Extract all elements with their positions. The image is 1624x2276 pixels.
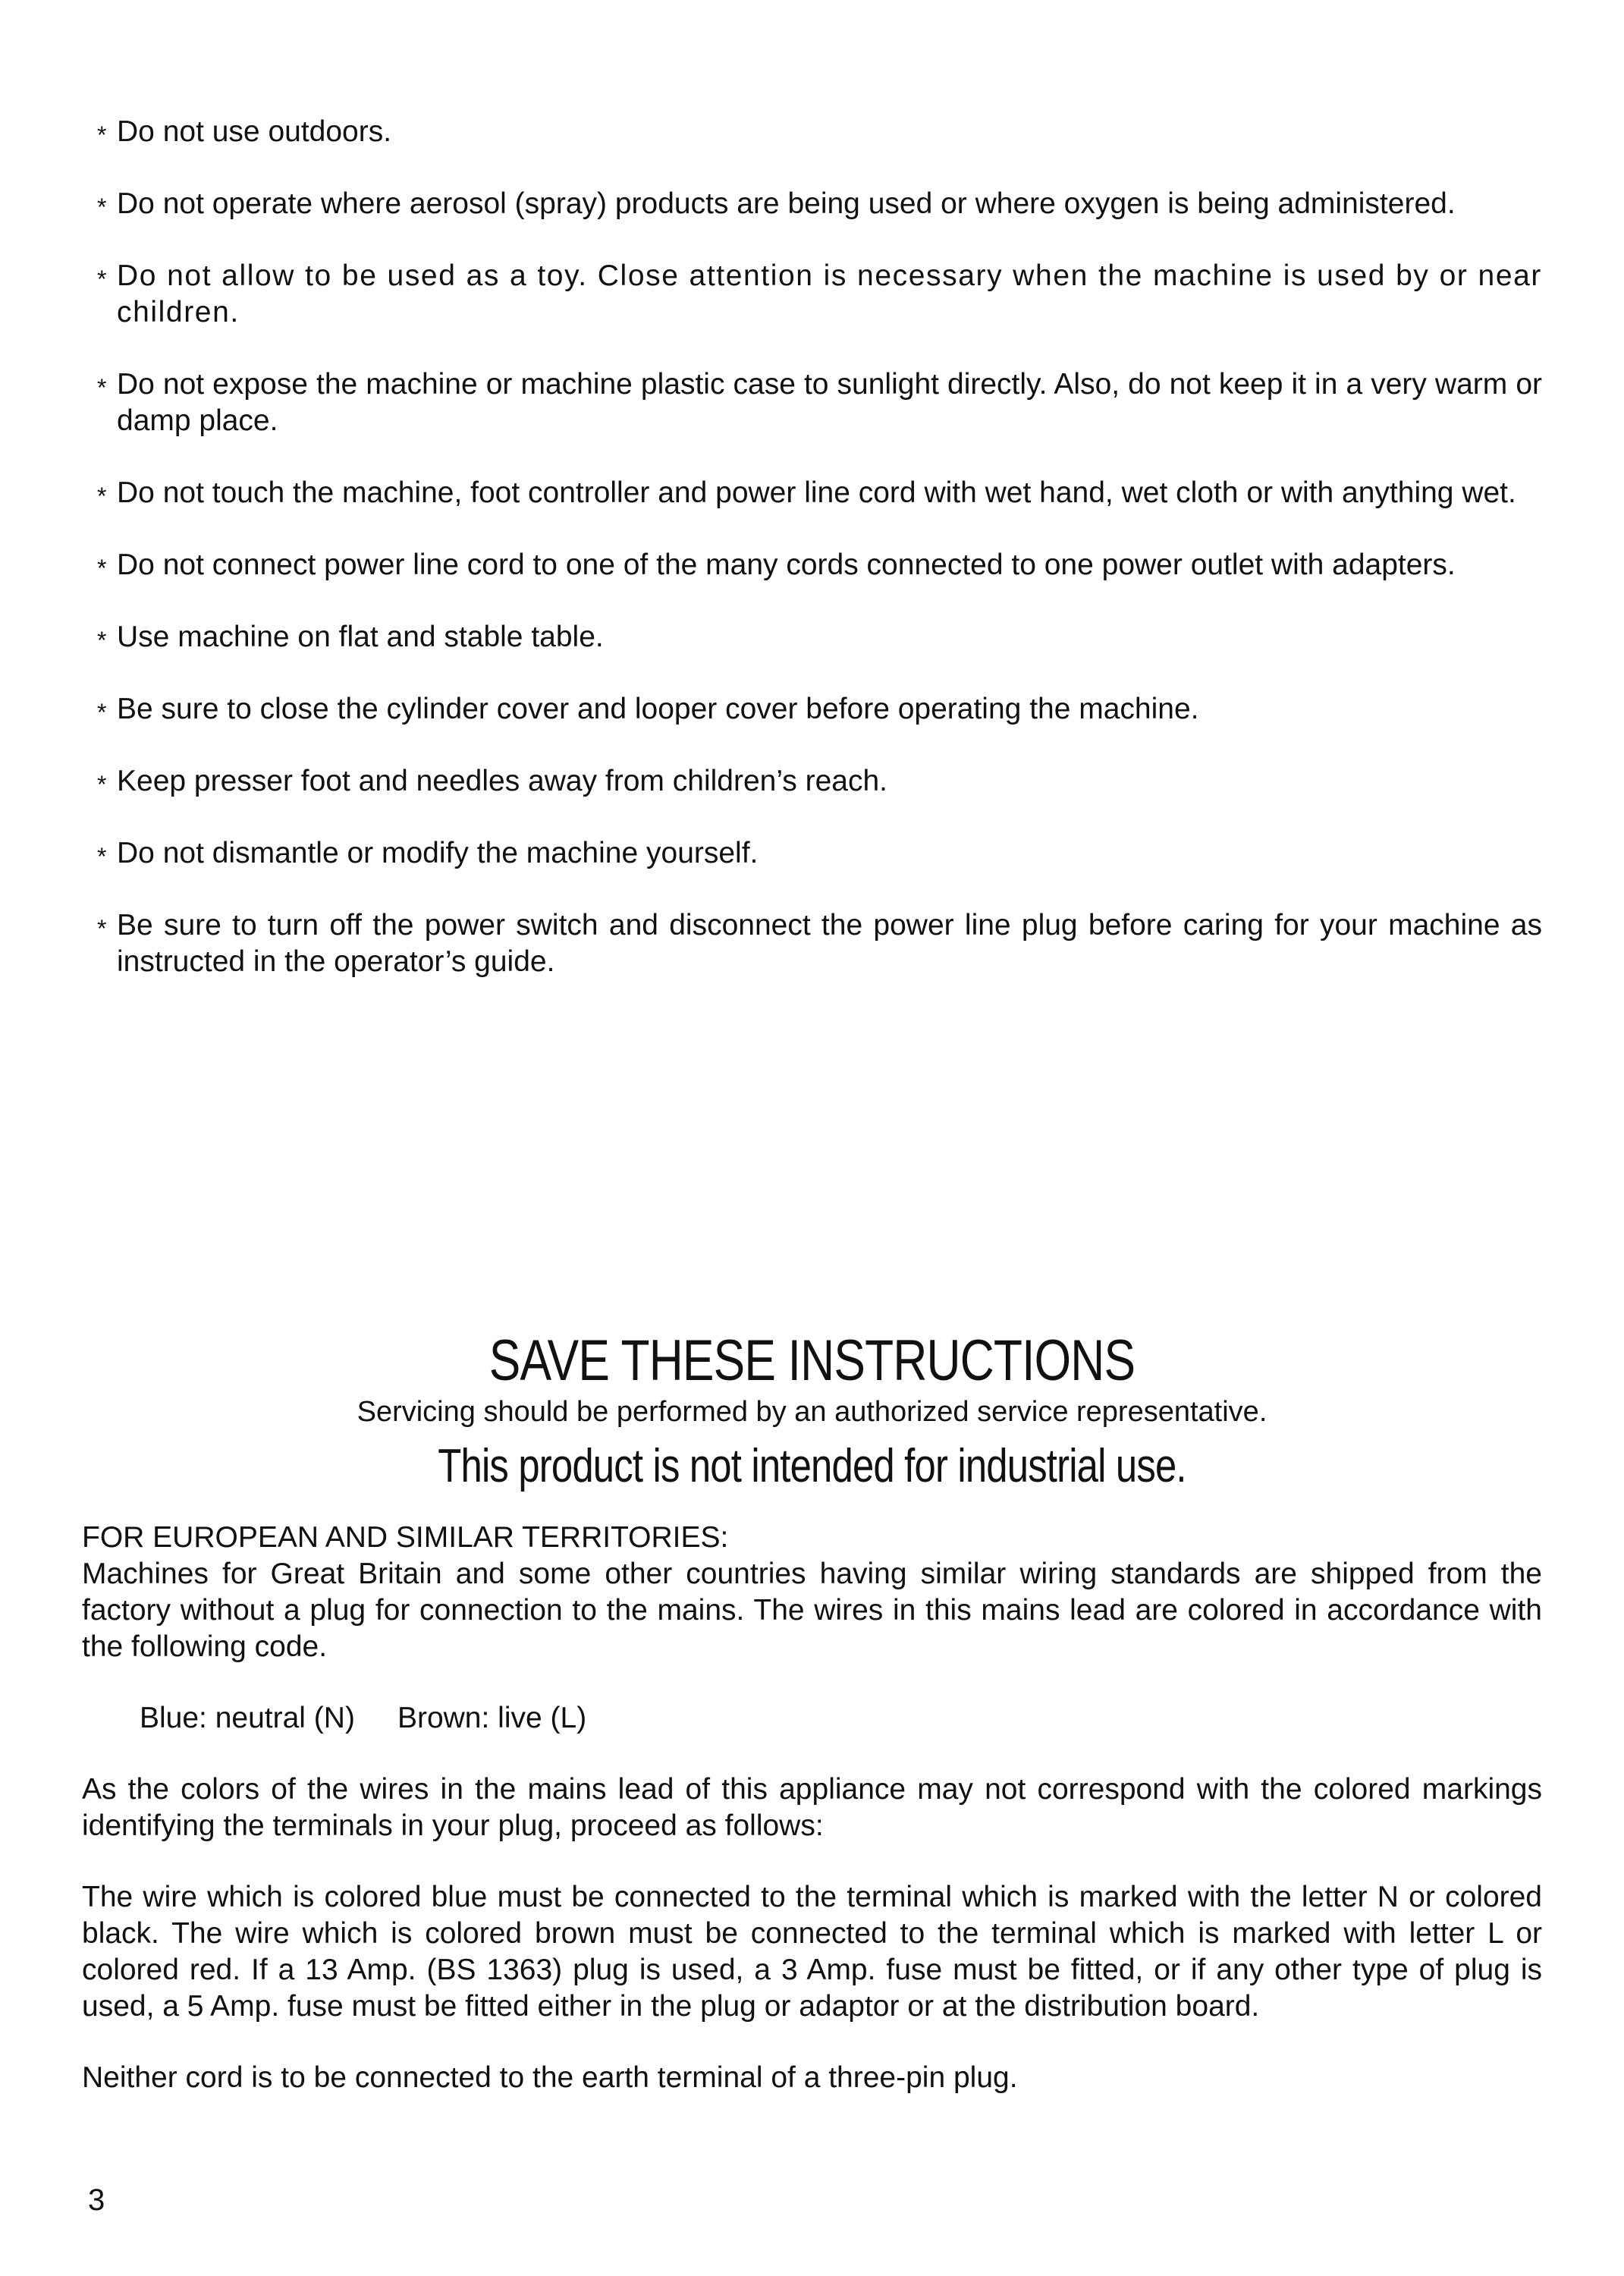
- safety-item-text: Do not connect power line cord to one of the many cords connected to one power outlet with adapters.: [117, 549, 1456, 581]
- save-instructions-heading: SAVE THESE INSTRUCTIONS: [488, 1328, 1136, 1393]
- safety-instructions-list: [97, 114, 1542, 1016]
- service-note: Servicing should be performed by an authorized service representative.: [357, 1396, 1267, 1428]
- asterisk-bullet-icon: *: [97, 121, 107, 149]
- asterisk-bullet-icon: *: [97, 483, 107, 510]
- asterisk-bullet-icon: *: [97, 193, 107, 221]
- asterisk-bullet-icon: *: [97, 374, 107, 401]
- asterisk-bullet-icon: *: [97, 771, 107, 798]
- safety-item-text: Do not operate where aerosol (spray) products are being used or where oxygen is being administered.: [117, 187, 1456, 220]
- page-number: 3: [88, 2183, 105, 2217]
- safety-item: [97, 366, 1542, 439]
- asterisk-bullet-icon: *: [97, 266, 108, 293]
- wire-color-codes: [82, 1700, 1542, 1737]
- safety-item-text: Do not expose the machine or machine plastic case to sunlight directly. Also, do not keep it in a very warm or damp place.: [117, 368, 1542, 437]
- safety-item: [97, 547, 1542, 583]
- wiring-intro: Machines for Great Britain and some other countries having similar wiring standards are shipped from the factory without a plug for connection to the mains. The wires in this mains lead are colored in accordance with the following code.: [82, 1558, 1542, 1663]
- safety-item: [97, 258, 1542, 331]
- safety-item-text: Be sure to turn off the power switch and disconnect the power line plug before caring for your machine as instructed in the operator’s guide.: [117, 909, 1542, 978]
- industrial-use-note: This product is not intended for industrial use.: [438, 1440, 1186, 1492]
- colors-note: As the colors of the wires in the mains lead of this appliance may not correspond with the colored markings identifying the terminals in your plug, proceed as follows:: [82, 1773, 1542, 1842]
- asterisk-bullet-icon: *: [97, 627, 107, 654]
- safety-item: [97, 186, 1542, 222]
- safety-item-text: Do not dismantle or modify the machine yourself.: [117, 837, 759, 869]
- wiring-heading: FOR EUROPEAN AND SIMILAR TERRITORIES:: [82, 1521, 729, 1554]
- safety-item-text: Do not touch the machine, foot controller and power line cord with wet hand, wet cloth or with anything wet.: [117, 476, 1516, 509]
- earth-terminal-note: Neither cord is to be connected to the earth terminal of a three-pin plug.: [82, 2061, 1018, 2094]
- asterisk-bullet-icon: *: [97, 699, 107, 726]
- asterisk-bullet-icon: *: [97, 915, 107, 942]
- asterisk-bullet-icon: *: [97, 843, 107, 870]
- safety-item-text: Keep presser foot and needles away from children’s reach.: [117, 765, 888, 797]
- connection-instructions: The wire which is colored blue must be connected to the terminal which is marked with the letter N or colored black. The wire which is colored brown must be connected to the terminal which is marked with letter L or colored red. If a 13 Amp. (BS 1363) plug is used, a 3 Amp. fuse must be fitted, or if any other type of plug is used, a 5 Amp. fuse must be fitted either in the plug or adaptor or at the distribution board.: [82, 1881, 1542, 2023]
- safety-item-text: Use machine on flat and stable table.: [117, 621, 604, 653]
- safety-item: [97, 114, 1542, 150]
- safety-item: [97, 907, 1542, 980]
- safety-item: [97, 763, 1542, 800]
- european-wiring-section: [82, 1520, 1542, 2131]
- blue-wire-code: Blue: neutral (N): [140, 1702, 355, 1734]
- safety-item-text: Do not use outdoors.: [117, 115, 392, 148]
- safety-item: [97, 619, 1542, 655]
- safety-item: [97, 835, 1542, 872]
- safety-item: [97, 691, 1542, 728]
- safety-item-text: Do not allow to be used as a toy. Close attention is necessary when the machine is used by or near children.: [117, 259, 1542, 329]
- brown-wire-code: Brown: live (L): [397, 1702, 587, 1734]
- asterisk-bullet-icon: *: [97, 555, 107, 582]
- safety-item-text: Be sure to close the cylinder cover and looper cover before operating the machine.: [117, 693, 1199, 725]
- safety-item: [97, 475, 1542, 511]
